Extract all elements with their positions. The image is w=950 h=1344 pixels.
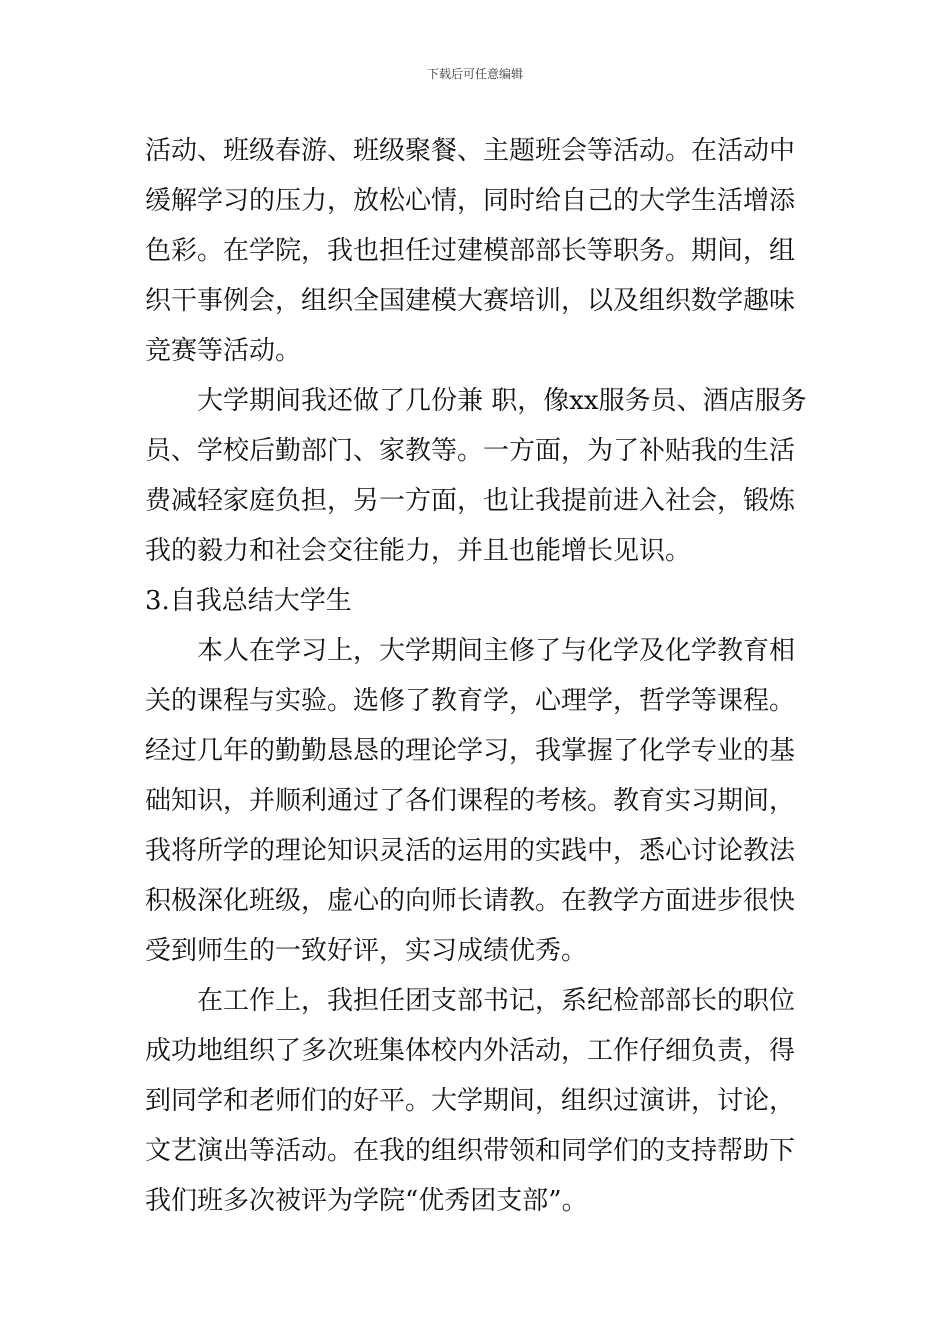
text-line: 经过几年的勤勤恳恳的理论学习，我掌握了化学专业的基 (145, 736, 796, 766)
text-line: 我将所学的理论知识灵活的运用的实践中，悉心讨论教法 (145, 836, 796, 866)
text-line: 受到师生的一致好评，实习成绩优秀。 (145, 936, 588, 966)
text-line: 活动、班级春游、班级聚餐、主题班会等活动。在活动中 (145, 136, 796, 166)
text-line: 文艺演出等活动。在我的组织带领和同学们的支持帮助下 (145, 1136, 796, 1166)
document-body (145, 126, 807, 1226)
text-line: 础知识，并顺利通过了各们课程的考核。教育实习期间， (145, 786, 796, 816)
page-header: 下载后可任意编辑 (426, 67, 523, 81)
paragraph-first-line: 在工作上，我担任团支部书记，系纪检部部长的职位 (197, 986, 796, 1016)
text-line: 费减轻家庭负担，另一方面，也让我提前进入社会，锻炼 (145, 486, 796, 516)
text-line: 关的课程与实验。选修了教育学，心理学，哲学等课程。 (145, 686, 796, 716)
text-line: 竞赛等活动。 (145, 336, 302, 366)
text-line: 我们班多次被评为学院“优秀团支部”。 (145, 1186, 588, 1216)
text-line: 织干事例会，组织全国建模大赛培训，以及组织数学趣味 (145, 286, 796, 316)
section-heading: 3.自我总结大学生 (145, 586, 352, 616)
text-line: 到同学和老师们的好平。大学期间，组织过演讲，讨论， (145, 1086, 796, 1116)
text-line: 我的毅力和社会交往能力，并且也能增长见识。 (145, 536, 692, 566)
paragraph-first-line: 本人在学习上，大学期间主修了与化学及化学教育相 (197, 636, 796, 666)
text-line: 缓解学习的压力，放松心情，同时给自己的大学生活增添 (145, 186, 796, 216)
paragraph-first-line: 大学期间我还做了几份兼 职，像xx服务员、酒店服务 (197, 386, 807, 416)
text-line: 成功地组织了多次班集体校内外活动，工作仔细负责，得 (145, 1036, 796, 1066)
text-line: 积极深化班级，虚心的向师长请教。在教学方面进步很快 (145, 886, 796, 916)
text-line: 色彩。在学院，我也担任过建模部部长等职务。期间，组 (145, 236, 796, 266)
text-line: 员、学校后勤部门、家教等。一方面，为了补贴我的生活 (145, 436, 796, 466)
